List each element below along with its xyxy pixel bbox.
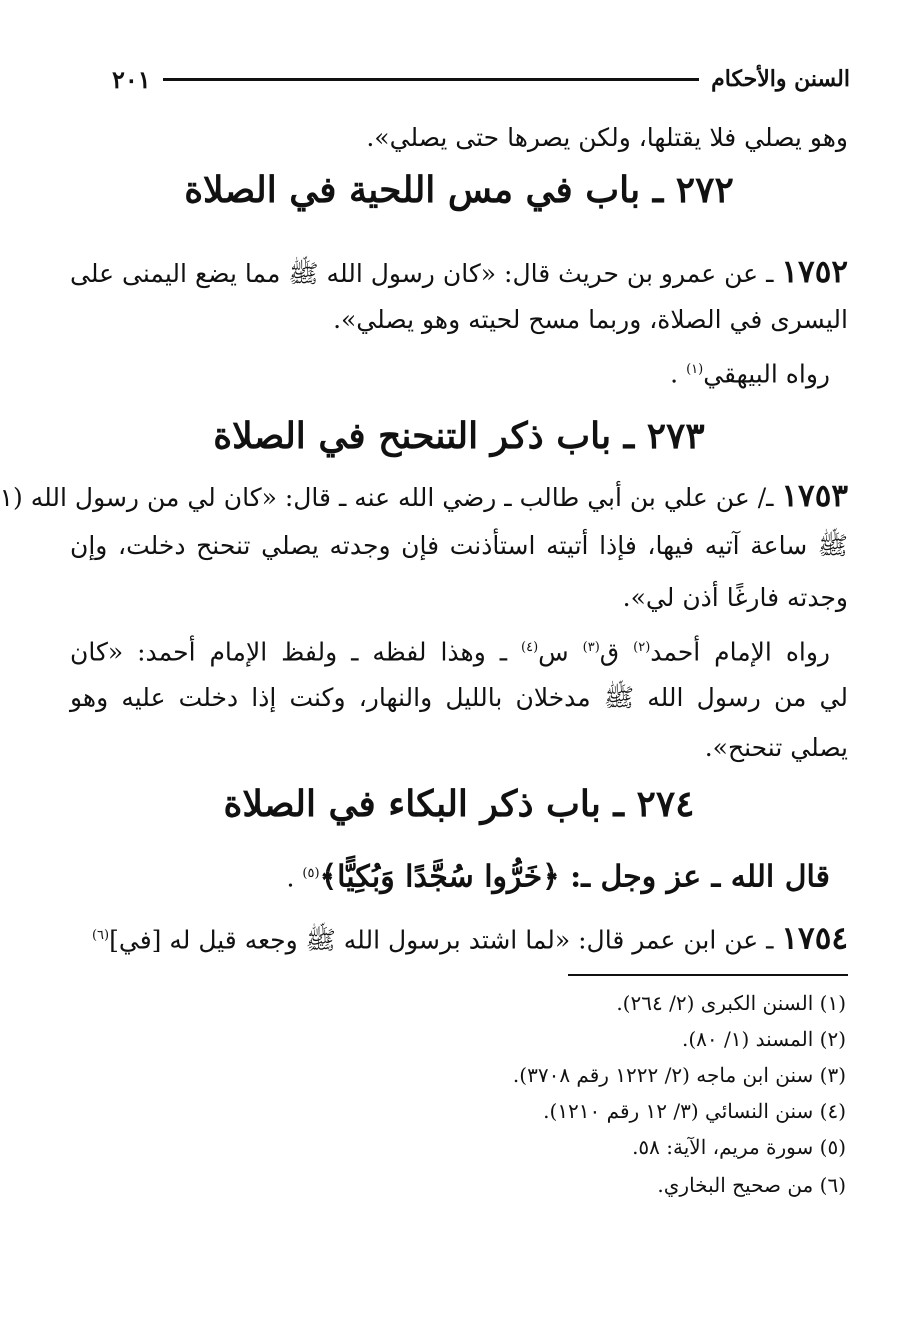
footnote-6: (٦) من صحيح البخاري. xyxy=(657,1173,846,1197)
page-number: ٢٠١ xyxy=(112,64,151,94)
text-line-1: وهو يصلي فلا يقتلها، ولكن يصرها حتى يصلي». xyxy=(366,123,848,152)
hadith-1752-source: رواه البيهقي$^{(١)}$ . xyxy=(670,359,830,389)
footnote-2: (٢) المسند (١/ ٨٠). xyxy=(682,1027,846,1051)
footnote-ref-5: (٥) xyxy=(302,866,320,881)
chapter-heading-272: ٢٧٢ ـ باب في مس اللحية في الصلاة xyxy=(184,169,734,211)
chapter-heading-274: ٢٧٤ ـ باب ذكر البكاء في الصلاة xyxy=(223,783,695,825)
footnote-5: (٥) سورة مريم، الآية: ٥٨. xyxy=(632,1135,846,1159)
footnote-separator xyxy=(568,974,848,976)
hadith-number-1754: ١٧٥٤ xyxy=(781,920,848,957)
hadith-1753-line-2: ﷺ ساعة آتيه فيها، فإذا أتيته استأذنت فإن وجدته يصلي تنحنح دخلت، وإن xyxy=(70,531,848,560)
running-title: السنن والأحكام xyxy=(711,66,850,92)
footnote-ref-3: (٣) xyxy=(582,640,600,655)
hadith-number-1753: ١٧٥٣ xyxy=(781,478,848,514)
hadith-1752-line-2: اليسرى في الصلاة، وربما مسح لحيته وهو يصلي». xyxy=(333,305,848,334)
footnote-3: (٣) سنن ابن ماجه (٢/ ١٢٢٢ رقم ٣٧٠٨). xyxy=(512,1063,846,1087)
footnote-ref-6: (٦) xyxy=(91,928,110,943)
hadith-1753-source-line-2: لي من رسول الله ﷺ مدخلان بالليل والنهار، وكنت إذا دخلت عليه وهو xyxy=(70,683,848,712)
hadith-1753-line-3: وجدته فارغًا أذن لي». xyxy=(622,583,848,612)
chapter-heading-273: ٢٧٣ ـ باب ذكر التنحنح في الصلاة xyxy=(213,415,705,457)
hadith-1752-line-1: ١٧٥٢ ـ عن عمرو بن حريث قال: «كان رسول الله ﷺ مما يضع اليمنى على xyxy=(70,254,848,290)
quran-citation: قال الله ـ عز وجل ـ: ﴿خَرُّوا سُجَّدًا وَبُكِيًّا﴾$^{(٥)}$ . xyxy=(286,859,830,895)
footnote-ref-4: (٤) xyxy=(521,640,539,655)
footnote-ref-2: (٢) xyxy=(633,640,651,655)
footnote-ref-1: (١) xyxy=(686,362,704,377)
page-header xyxy=(112,62,850,96)
hadith-1753-source-line-1: رواه الإمام أحمد$^{(٢)}$ ق$^{(٣)}$ س$^{(٤)}$ ـ وهذا لفظه ـ ولفظ الإمام أحمد: «كان xyxy=(70,637,831,667)
hadith-1753-source-line-3: يصلي تنحنح». xyxy=(704,733,848,762)
hadith-number-1752: ١٧٥٢ xyxy=(781,254,848,290)
footnote-1: (١) السنن الكبرى (٢/ ٢٦٤). xyxy=(616,991,846,1015)
header-rule xyxy=(163,78,699,81)
hadith-1753-line-1: ١٧٥٣ ـ/ عن علي بن أبي طالب ـ رضي الله عنه ـ قال: «كان لي من رسول الله (١ xyxy=(0,478,848,514)
footnote-4: (٤) سنن النسائي (٣/ ١٢ رقم ١٢١٠). xyxy=(543,1099,846,1123)
hadith-1754-line-1: ١٧٥٤ ـ عن ابن عمر قال: «لما اشتد برسول الله ﷺ وجعه قيل له [في]$^{(٦)}$ xyxy=(91,920,848,957)
